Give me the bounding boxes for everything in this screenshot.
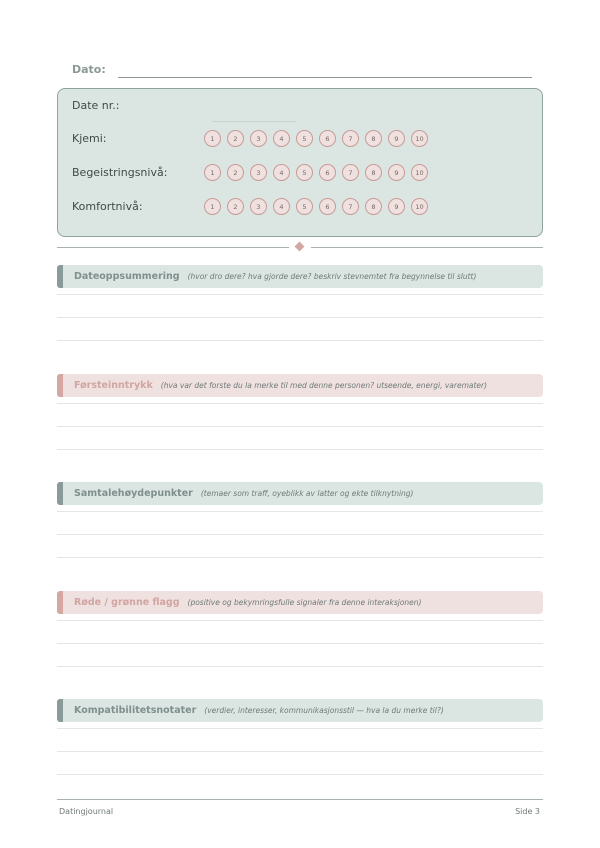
rating-option[interactable]: 3 bbox=[250, 198, 267, 215]
section-hint: (positive og bekymringsfulle signaler fra denne interaksjonen) bbox=[187, 598, 422, 607]
section-hint: (hva var det forste du la merke til med denne personen? utseende, energi, varemater) bbox=[160, 381, 488, 390]
writing-line[interactable] bbox=[57, 426, 543, 427]
rating-option[interactable]: 3 bbox=[250, 130, 267, 147]
rating-label: Komfortnivå: bbox=[72, 200, 143, 213]
rating-option[interactable]: 5 bbox=[296, 130, 313, 147]
date-input-line[interactable] bbox=[118, 77, 532, 78]
writing-line[interactable] bbox=[57, 317, 543, 318]
rating-scale bbox=[204, 164, 428, 181]
writing-line[interactable] bbox=[57, 511, 543, 512]
section-title: Røde / grønne flagg bbox=[74, 597, 180, 608]
rating-option[interactable]: 8 bbox=[365, 198, 382, 215]
rating-option[interactable]: 7 bbox=[342, 198, 359, 215]
ornament-divider bbox=[57, 242, 543, 252]
writing-line[interactable] bbox=[57, 557, 543, 558]
footer-journal-name: Datingjournal bbox=[59, 807, 114, 816]
section-accent-bar bbox=[57, 374, 63, 397]
writing-line[interactable] bbox=[57, 534, 543, 535]
rating-option[interactable]: 1 bbox=[204, 130, 221, 147]
rating-option[interactable]: 10 bbox=[411, 130, 428, 147]
rating-option[interactable]: 2 bbox=[227, 198, 244, 215]
rating-label: Kjemi: bbox=[72, 132, 107, 145]
section-title: Kompatibilitetsnotater bbox=[74, 705, 197, 716]
section-title: Førsteinntrykk bbox=[74, 380, 153, 391]
rating-option[interactable]: 5 bbox=[296, 198, 313, 215]
section-hint: (hvor dro dere? hva gjorde dere? beskriv stevnemtet fra begynnelse til slutt) bbox=[187, 272, 477, 281]
section-header bbox=[57, 374, 543, 397]
section-accent-bar bbox=[57, 265, 63, 288]
section-header bbox=[57, 699, 543, 722]
date-number-label: Date nr.: bbox=[72, 99, 120, 112]
rating-option[interactable]: 4 bbox=[273, 164, 290, 181]
rating-option[interactable]: 10 bbox=[411, 164, 428, 181]
writing-line[interactable] bbox=[57, 620, 543, 621]
writing-line[interactable] bbox=[57, 403, 543, 404]
divider-line-left bbox=[57, 247, 289, 248]
section-date-summary bbox=[57, 265, 543, 288]
section-conversation-highlights bbox=[57, 482, 543, 505]
rating-option[interactable]: 7 bbox=[342, 130, 359, 147]
rating-option[interactable]: 8 bbox=[365, 164, 382, 181]
rating-option[interactable]: 1 bbox=[204, 164, 221, 181]
rating-option[interactable]: 10 bbox=[411, 198, 428, 215]
writing-line[interactable] bbox=[57, 728, 543, 729]
writing-line[interactable] bbox=[57, 340, 543, 341]
footer-page-number: Side 3 bbox=[515, 807, 540, 816]
rating-option[interactable]: 2 bbox=[227, 130, 244, 147]
section-header bbox=[57, 482, 543, 505]
diamond-icon bbox=[295, 242, 305, 252]
date-label: Dato: bbox=[72, 63, 106, 76]
rating-option[interactable]: 9 bbox=[388, 198, 405, 215]
rating-scale bbox=[204, 130, 428, 147]
footer-divider bbox=[57, 799, 543, 800]
section-compatibility bbox=[57, 699, 543, 722]
rating-option[interactable]: 3 bbox=[250, 164, 267, 181]
rating-row-chemistry bbox=[72, 130, 532, 150]
writing-line[interactable] bbox=[57, 449, 543, 450]
writing-line[interactable] bbox=[57, 294, 543, 295]
writing-line[interactable] bbox=[57, 666, 543, 667]
date-number-input-line[interactable] bbox=[212, 121, 296, 122]
section-header bbox=[57, 591, 543, 614]
writing-line[interactable] bbox=[57, 774, 543, 775]
rating-option[interactable]: 9 bbox=[388, 164, 405, 181]
section-first-impression bbox=[57, 374, 543, 397]
date-number-row bbox=[72, 97, 532, 117]
rating-row-comfort bbox=[72, 198, 532, 218]
writing-line[interactable] bbox=[57, 751, 543, 752]
date-row bbox=[72, 63, 532, 79]
rating-option[interactable]: 4 bbox=[273, 198, 290, 215]
rating-option[interactable]: 4 bbox=[273, 130, 290, 147]
rating-box bbox=[57, 88, 543, 237]
section-accent-bar bbox=[57, 482, 63, 505]
section-title: Samtalehøydepunkter bbox=[74, 488, 193, 499]
section-accent-bar bbox=[57, 591, 63, 614]
rating-option[interactable]: 6 bbox=[319, 164, 336, 181]
section-title: Dateoppsummering bbox=[74, 271, 180, 282]
divider-line-right bbox=[311, 247, 543, 248]
section-flags bbox=[57, 591, 543, 614]
rating-option[interactable]: 6 bbox=[319, 198, 336, 215]
rating-label: Begeistringsnivå: bbox=[72, 166, 168, 179]
rating-option[interactable]: 2 bbox=[227, 164, 244, 181]
rating-option[interactable]: 5 bbox=[296, 164, 313, 181]
rating-option[interactable]: 1 bbox=[204, 198, 221, 215]
section-hint: (temaer som traff, oyeblikk av latter og ekte tilknytning) bbox=[200, 489, 414, 498]
rating-option[interactable]: 7 bbox=[342, 164, 359, 181]
rating-row-excitement bbox=[72, 164, 532, 184]
section-hint: (verdier, interesser, kommunikasjonsstil — hva la du merke til?) bbox=[204, 706, 444, 715]
rating-option[interactable]: 6 bbox=[319, 130, 336, 147]
section-accent-bar bbox=[57, 699, 63, 722]
rating-option[interactable]: 9 bbox=[388, 130, 405, 147]
rating-scale bbox=[204, 198, 428, 215]
writing-line[interactable] bbox=[57, 643, 543, 644]
section-header bbox=[57, 265, 543, 288]
rating-option[interactable]: 8 bbox=[365, 130, 382, 147]
